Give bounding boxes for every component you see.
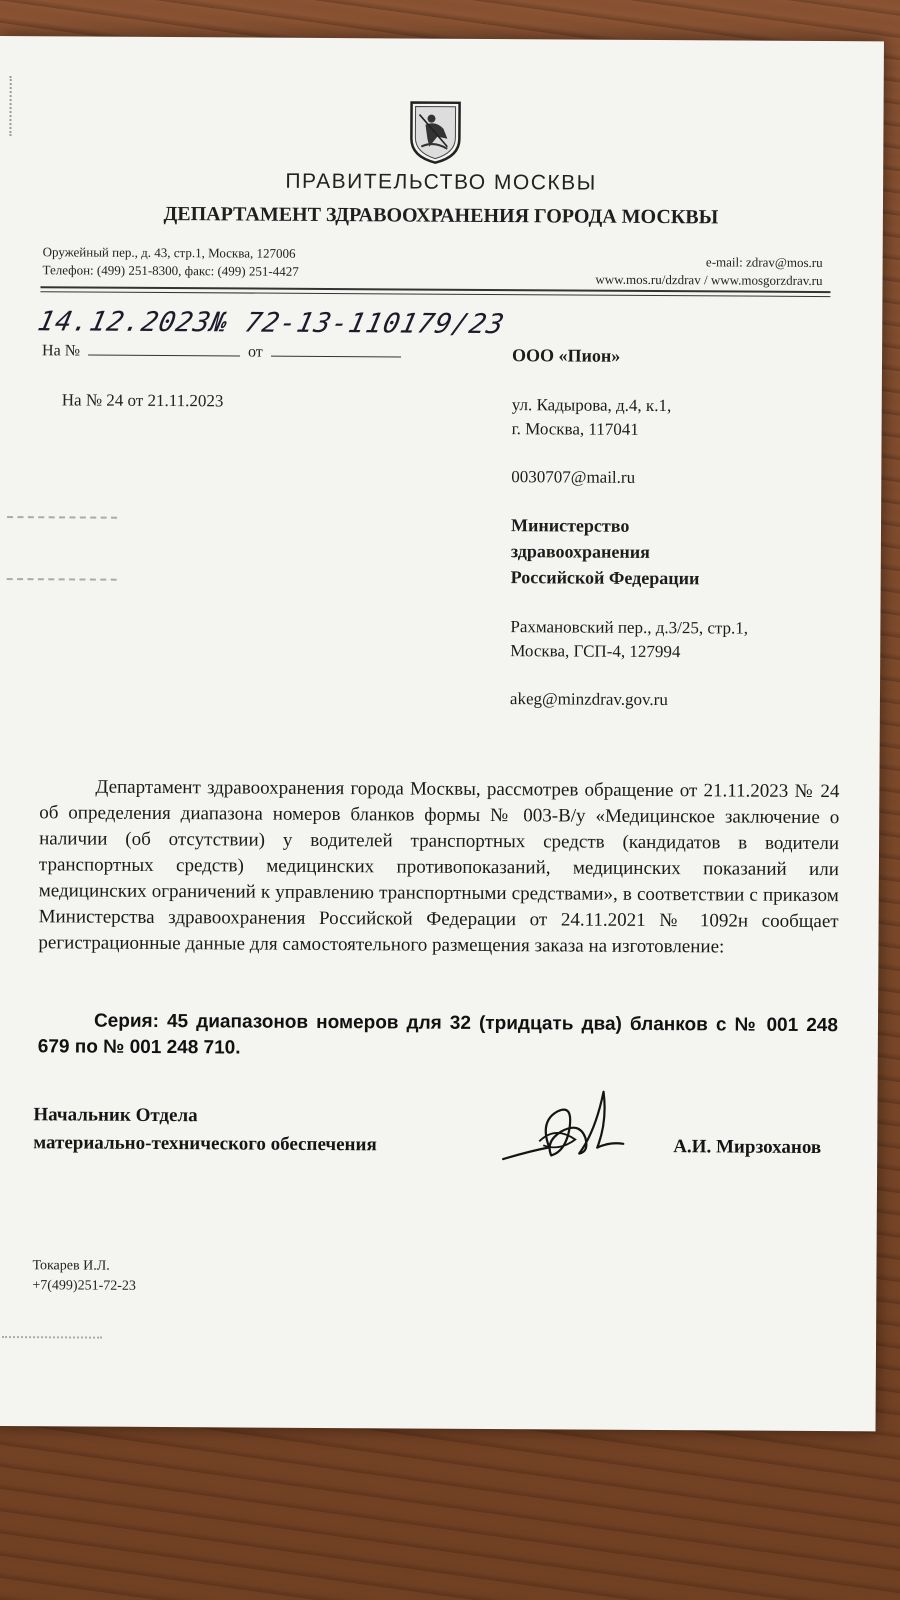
- margin-bleed-mark: [9, 76, 35, 136]
- handwritten-registration-number: 14.12.2023№ 72-13-110179/23: [34, 306, 508, 341]
- department-phone: Телефон: (499) 251-8300, факс: (499) 251-4427: [42, 262, 299, 279]
- letter-body-paragraph: Департамент здравоохранения города Москвы, рассмотрев обращение от 21.11.2023 № 24 об определения диапазона номеров бланков формы № 003-В/у «Медицинское заключение о наличии (об отсутствии) у водителей транспортных средств (кандидатов в водители транспортных средств) медицинских противопоказаний, медицинских показаний или медицинских ограничений к управлению транспортными средствами», в соответствии с приказом Министерства здравоохранения Российской Федерации от 24.11.2021 № 1092н сообщает регистрационные данные для самостоятельного размещения заказа на изготовление:: [38, 776, 840, 958]
- signatory-title-line1: Начальник Отдела: [33, 1104, 198, 1127]
- executor-name: Токарев И.Л.: [32, 1258, 110, 1274]
- recipient-1-city: г. Москва, 117041: [511, 419, 639, 439]
- recipient-2-name-line1: Министерство: [510, 515, 630, 536]
- moscow-coat-of-arms-icon: [407, 98, 463, 164]
- on-number-field: [42, 342, 401, 362]
- government-title: ПРАВИТЕЛЬСТВО МОСКВЫ: [285, 169, 597, 195]
- handwritten-signature: [499, 1081, 630, 1172]
- recipient-2-name-line2: здравоохранения: [510, 541, 650, 562]
- department-websites: www.mos.ru/dzdrav / www.mosgorzdrav.ru: [595, 271, 823, 289]
- recipient-1-street: ул. Кадырова, д.4, к.1,: [511, 395, 672, 416]
- reply-reference: На № 24 от 21.11.2023: [61, 390, 224, 411]
- series-range: Серия: 45 диапазонов номеров для 32 (тридцать два) бланков с № 001 248 679 по № 001 248 710.: [37, 1010, 839, 1059]
- department-email: e-mail: zdrav@mos.ru: [705, 254, 823, 271]
- department-address: Оружейный пер., д. 43, стр.1, Москва, 127006: [42, 244, 296, 261]
- signatory-name: А.И. Мирзоханов: [673, 1136, 822, 1159]
- recipient-2-city: Москва, ГСП-4, 127994: [510, 641, 681, 662]
- recipient-1-email: 0030707@mail.ru: [511, 467, 636, 487]
- margin-bleed-mark: [2, 1336, 102, 1363]
- from-label: от: [247, 343, 263, 361]
- department-title: ДЕПАРТАМЕНТ ЗДРАВООХРАНЕНИЯ ГОРОДА МОСКВЫ: [163, 203, 719, 229]
- recipient-2-email: akeg@minzdrav.gov.ru: [509, 689, 668, 710]
- letter-sheet: [0, 36, 884, 1431]
- on-number-label: На №: [42, 342, 81, 360]
- signatory-title-line2: материально-технического обеспечения: [33, 1132, 377, 1156]
- executor-phone: +7(499)251-72-23: [32, 1278, 136, 1294]
- recipient-1-name: ООО «Пион»: [511, 345, 621, 366]
- margin-bleed-mark: [7, 516, 117, 581]
- recipient-2-name-line3: Российской Федерации: [510, 567, 700, 589]
- recipient-2-street: Рахмановский пер., д.3/25, стр.1,: [510, 617, 749, 638]
